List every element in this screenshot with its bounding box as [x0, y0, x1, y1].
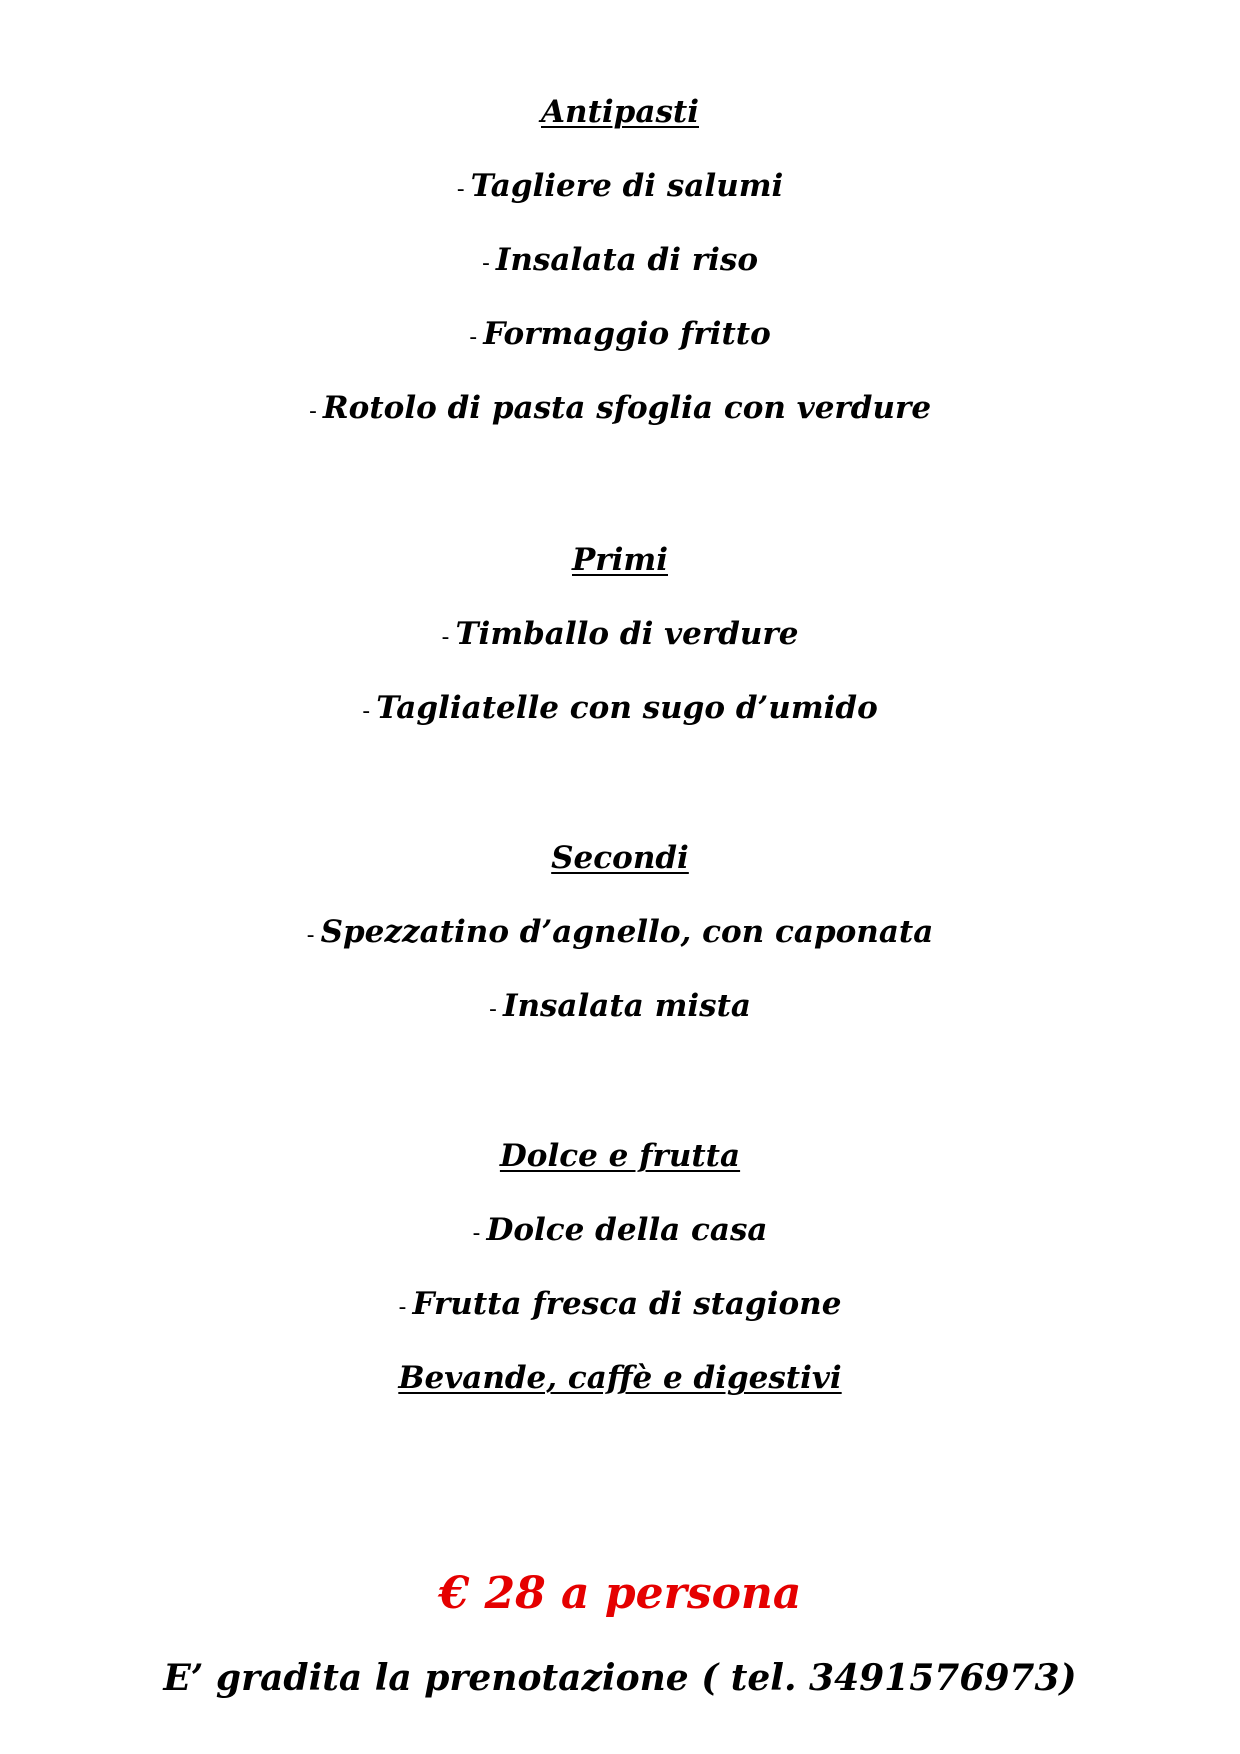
section-title-primi: Primi [572, 542, 668, 578]
booking-note: E’ gradita la prenotazione ( tel. 3491576973) [163, 1657, 1077, 1699]
menu-item: - Dolce della casa [472, 1212, 768, 1248]
section-title-secondi: Secondi [551, 840, 689, 876]
menu-item: - Formaggio fritto [469, 316, 771, 352]
section-title-antipasti: Antipasti [541, 94, 699, 130]
menu-item: - Frutta fresca di stagione [398, 1286, 842, 1322]
menu-item: - Tagliatelle con sugo d’umido [362, 690, 878, 726]
section-title-dolce: Dolce e frutta [499, 1138, 741, 1174]
menu-item: - Insalata mista [488, 988, 752, 1024]
price: € 28 a persona [438, 1568, 802, 1619]
menu-item: - Timballo di verdure [441, 616, 799, 652]
menu-item: - Insalata di riso [481, 242, 759, 278]
drinks-note: Bevande, caffè e digestivi [398, 1360, 842, 1396]
menu-item: - Rotolo di pasta sfoglia con verdure [308, 390, 932, 426]
menu-item: - Spezzatino d’agnello, con caponata [306, 914, 934, 950]
menu-item: - Tagliere di salumi [456, 168, 784, 204]
